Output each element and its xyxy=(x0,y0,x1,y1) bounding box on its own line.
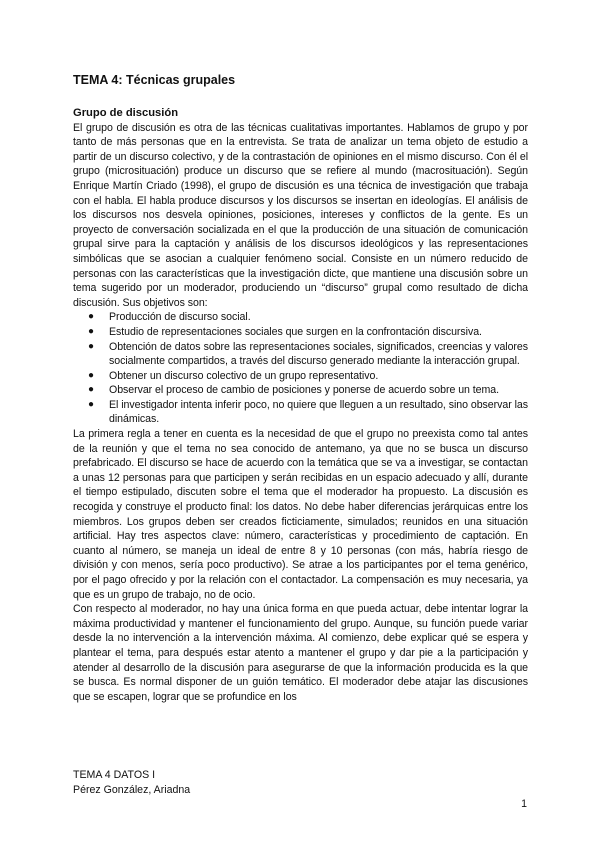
page-number: 1 xyxy=(521,798,527,810)
document-title: TEMA 4: Técnicas grupales xyxy=(73,73,236,87)
list-item-text: Obtención de datos sobre las representaciones sociales, significados, creencias y valores socialmente compartidos, a través del discurso generado mediante la interacción grupal. xyxy=(109,340,528,368)
rules-paragraph: La primera regla a tener en cuenta es la necesidad de que el grupo no preexista como tal antes de la reunión y que el tema no sea conocido de antemano, ya que no se busca un discurso prefabricado. El discurso se hace de acuerdo con la temática que se va a investigar, se contactan a unas 12 personas para que participen y serán recibidas en un espacio adecuado y allí, durante el tiempo estipulado, discuten sobre el tema que el moderador ha propuesto. La discusión es recogida y construye el producto final: los datos. No debe haber diferencias jerárquicas entre los miembros. Los grupos deben ser creados ficticiamente, simulados; reunidos en una situación artificial. Hay tres aspectos clave: número, características y procedimiento de captación. En cuanto al número, se maneja un ideal de entre 8 y 10 personas (con más, habría riesgo de división y con menos, sería poco productivo). Se atrae a los participantes por el tema genérico, por el pago ofrecido y por la relación con el contactador. La compensación es muy necesaria, ya que es un grupo de trabajo, no de ocio. xyxy=(73,428,528,601)
list-item xyxy=(73,325,528,340)
bullet-icon: ● xyxy=(88,398,94,410)
footer-author: Pérez González, Ariadna xyxy=(73,784,191,796)
list-item-text: Obtener un discurso colectivo de un grupo representativo. xyxy=(109,369,379,382)
objectives-list xyxy=(73,310,528,427)
list-item xyxy=(73,310,528,325)
list-item xyxy=(73,340,528,369)
bullet-icon: ● xyxy=(88,311,94,323)
document-body xyxy=(73,72,528,704)
list-item-text: Observar el proceso de cambio de posiciones y ponerse de acuerdo sobre un tema. xyxy=(109,384,500,397)
list-item xyxy=(73,383,528,398)
footer-course: TEMA 4 DATOS I xyxy=(73,769,156,781)
bullet-icon: ● xyxy=(88,325,94,337)
section-heading: Grupo de discusión xyxy=(73,107,179,119)
list-item xyxy=(73,398,528,427)
list-item xyxy=(73,369,528,384)
bullet-icon: ● xyxy=(88,384,94,396)
bullet-icon: ● xyxy=(88,369,94,381)
moderator-paragraph: Con respecto al moderador, no hay una única forma en que pueda actuar, debe intentar lograr la máxima productividad y mantener el funcionamiento del grupo. Aunque, su función puede variar desde la no intervención a la intervención máxima. Al comienzo, debe explicar qué se espera y plantear el tema, para después estar atento a mantener el grupo y dar pie a la participación y atender al desarrollo de la discusión para asegurarse de que la información producida es la que se busca. Es normal disponer de un guión temático. El moderador debe atajar las discusiones que se escapen, lograr que se profundice en los xyxy=(73,603,528,703)
intro-paragraph: El grupo de discusión es otra de las técnicas cualitativas importantes. Hablamos de grupo y por tanto de más personas que en la entrevista. Se trata de analizar un tema objeto de estudio a partir de un discurso colectivo, y de la contrastación de opiniones en el mismo discurso. Con él el grupo (microsituación) produce un discurso que se refiere al mundo (macrosituación). Según Enrique Martín Criado (1998), el grupo de discusión es una técnica de investigación que trabaja con el habla. El habla produce discursos y los discursos se insertan en ideologías. El análisis de los discursos nos desvela opiniones, posiciones, intereses y conflictos de la gente. Es un proyecto de conversación socializada en el que la producción de una situación de comunicación grupal sirve para la captación y análisis de los discursos ideológicos y las representaciones simbólicas que se asocian a cualquier fenómeno social. Consiste en un número reducido de personas con las características que la investigación dicte, que mantiene una discusión sobre un tema sugerido por un moderador, produciendo un “discurso” grupal como resultado de dicha discusión. Sus objetivos son: xyxy=(73,121,528,309)
bullet-icon: ● xyxy=(88,340,94,352)
list-item-text: El investigador intenta inferir poco, no quiere que lleguen a un resultado, sino observar las dinámicas. xyxy=(109,398,528,426)
list-item-text: Producción de discurso social. xyxy=(109,311,251,324)
page-footer xyxy=(73,768,190,798)
list-item-text: Estudio de representaciones sociales que surgen en la confrontación discursiva. xyxy=(109,325,482,338)
